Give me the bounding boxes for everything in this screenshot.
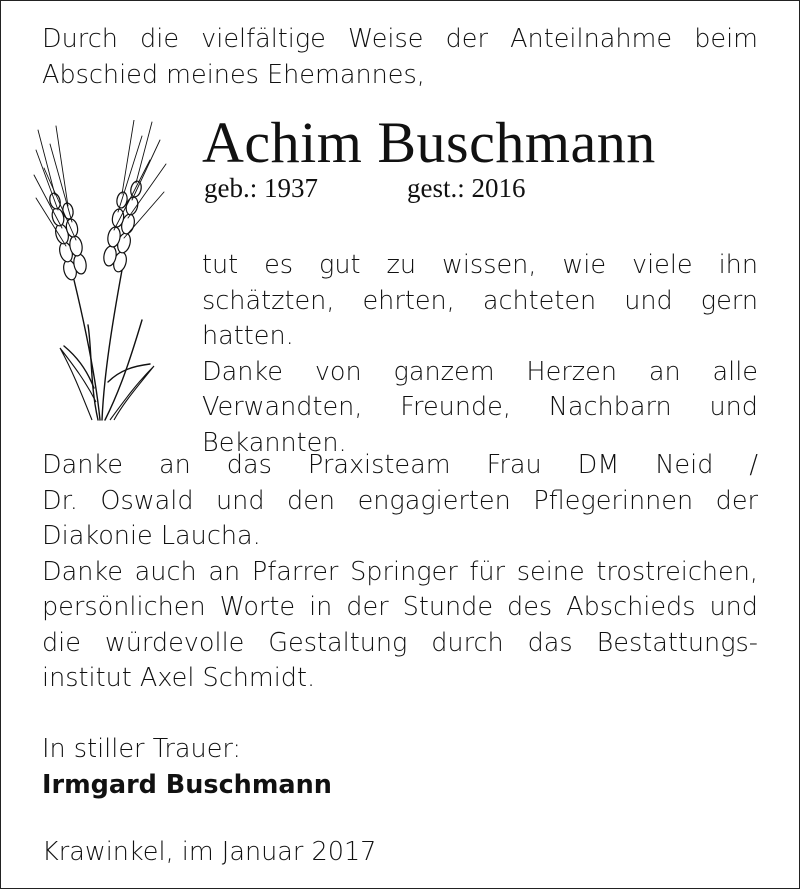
life-dates <box>204 170 526 206</box>
birth-year: geb.: 1937 <box>204 173 318 203</box>
signature-block <box>42 732 758 803</box>
deceased-name: Achim Buschmann <box>202 110 656 175</box>
intro-line: Abschied meines Ehemannes, <box>42 59 425 90</box>
signature-name: Irmgard Buschmann <box>42 769 332 800</box>
text-line: tut es gut zu wissen, wie viele ihn <box>202 250 758 280</box>
intro-line: Durch die vielfältige Weise der Anteilnahme beim <box>42 24 758 54</box>
place-date <box>42 835 758 871</box>
text-line: Diakonie Laucha. <box>42 521 261 551</box>
place-date-text: Krawinkel, im Januar 2017 <box>42 837 377 867</box>
text-line: Verwandten, Freunde, Nachbarn und <box>202 392 758 422</box>
text-line: die würdevolle Gestaltung durch das Bestattungs- <box>42 627 758 658</box>
intro-text <box>42 22 758 93</box>
text-line: schätzten, ehrten, achteten und gern hatten. <box>202 285 758 351</box>
signature-label: In stiller Trauer: <box>42 734 242 764</box>
text-line: Danke auch an Pfarrer Springer für seine trostreichen, <box>42 556 758 587</box>
death-year: gest.: 2016 <box>407 173 526 203</box>
thanks-paragraph-2 <box>42 448 758 697</box>
text-line: Danke von ganzem Herzen an alle <box>202 356 758 387</box>
thanks-paragraph-1 <box>202 248 758 461</box>
text-line: persönlichen Worte in der Stunde des Abschieds und <box>42 592 758 622</box>
text-line: institut Axel Schmidt. <box>42 663 316 693</box>
text-line: Danke an das Praxisteam Frau DM Neid / <box>42 450 758 480</box>
text-line: Dr. Oswald und den engagierten Pflegerinnen der <box>42 485 758 516</box>
text-line: Bekannten. <box>202 427 347 458</box>
wheat-ears-icon <box>30 120 170 430</box>
